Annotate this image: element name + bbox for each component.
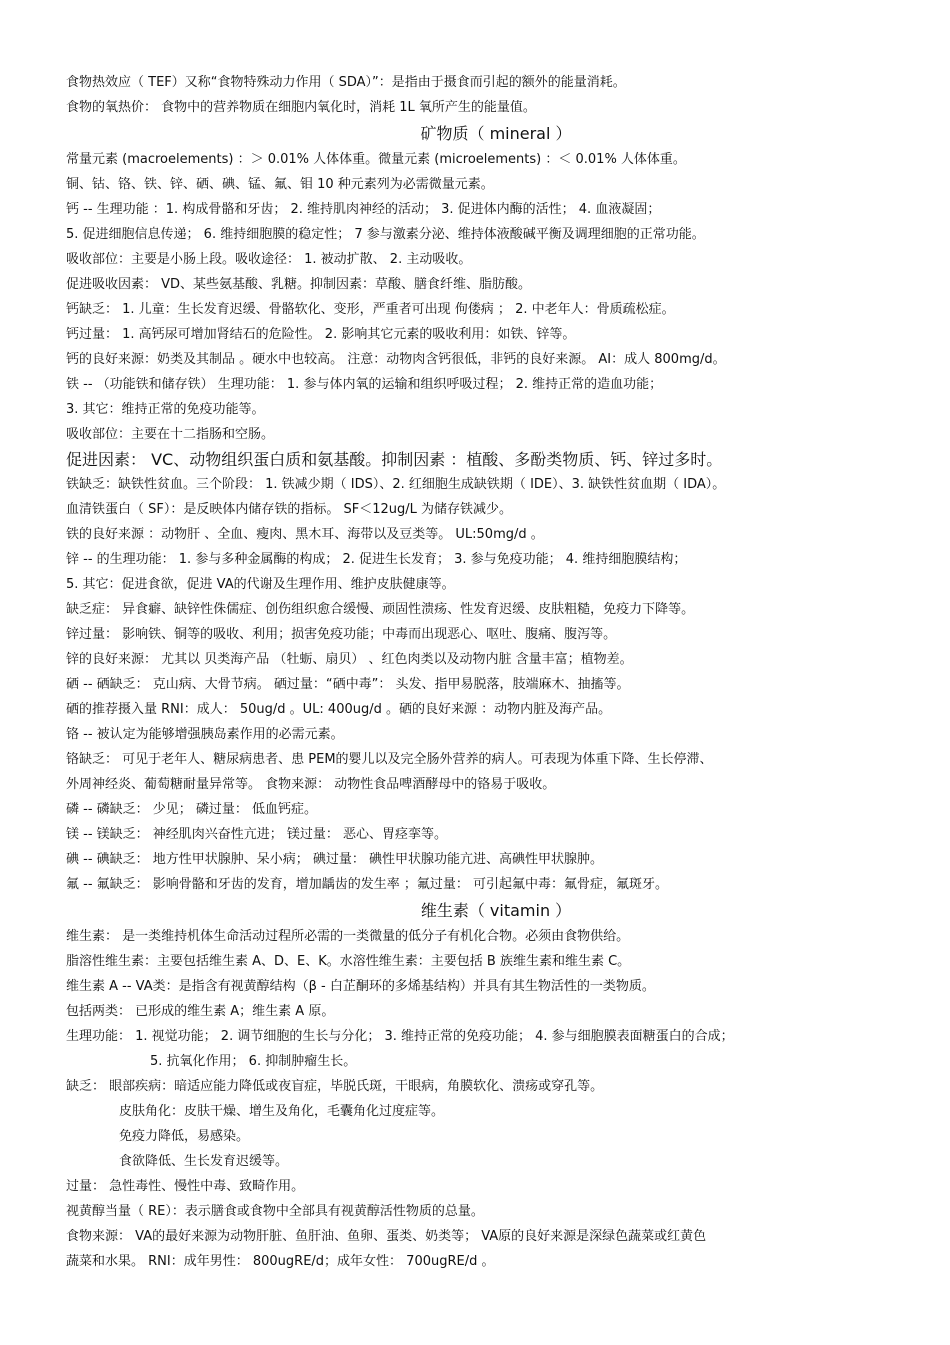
text-line: 食物来源： VA的最好来源为动物肝脏、鱼肝油、鱼卵、蛋类、奶类等； VA原的良好来源是深绿色蔬菜或红黄色 [66,1229,707,1244]
text-line: 过量： 急性毒性、慢性中毒、致畸作用。 [66,1179,305,1194]
text-line: 脂溶性维生素：主要包括维生素 A、D、E、K。水溶性维生素：主要包括 B 族维生素和维生素 C。 [66,954,631,969]
text-line: 钙过量： 1. 高钙尿可增加肾结石的危险性。 2. 影响其它元素的吸收利用：如铁、锌等。 [66,327,576,342]
text-line: 常量元素 (macroelements) ：＞ 0.01% 人体体重。微量元素 (microelements) ：＜ 0.01% 人体体重。 [66,152,686,167]
text-line: 钙缺乏： 1. 儿童：生长发育迟缓、骨骼软化、变形，严重者可出现 佝偻病 ； 2. 中老年人：骨质疏松症。 [66,302,675,317]
text-line: 食物的氧热价： 食物中的营养物质在细胞内氧化时，消耗 1L 氧所产生的能量值。 [66,100,536,115]
text-line: 铬 -- 被认定为能够增强胰岛素作用的必需元素。 [66,727,344,742]
text-line: 铜、钴、铬、铁、锌、硒、碘、锰、氟、钼 10 种元素列为必需微量元素。 [66,177,494,192]
text-line: 锌 -- 的生理功能： 1. 参与多种金属酶的构成； 2. 促进生长发育； 3. 参与免疫功能； 4. 维持细胞膜结构； [66,552,687,567]
text-line: 缺乏： 眼部疾病：暗适应能力降低或夜盲症，毕脱氏斑，干眼病，角膜软化、溃疡或穿孔等。 [66,1079,604,1094]
text-line: 外周神经炎、葡萄糖耐量异常等。 食物来源： 动物性食品啤酒酵母中的铬易于吸收。 [66,777,556,792]
text-line: 促进吸收因素： VD、某些氨基酸、乳糖。抑制因素：草酸、膳食纤维、脂肪酸。 [66,277,532,292]
text-line: 铬缺乏： 可见于老年人、糖尿病患者、患 PEM的婴儿以及完全肠外营养的病人。可表现为体重下降、生长停滞、 [66,752,713,767]
text-line: 钙的良好来源：奶类及其制品 。硬水中也较高。 注意：动物肉含钙很低，非钙的良好来源。 AI：成人 800mg/d。 [66,352,726,367]
document-page [66,70,926,1274]
text-line: 铁的良好来源 ：动物肝 、全血、瘦肉、黑木耳、海带以及豆类等。 UL:50mg/d 。 [66,527,544,542]
text-line: 铁 -- （功能铁和储存铁） 生理功能： 1. 参与体内氧的运输和组织呼吸过程； 2. 维持正常的造血功能； [66,377,663,392]
text-line: 吸收部位：主要是小肠上段。吸收途径： 1. 被动扩散、 2. 主动吸收。 [66,252,472,267]
text-line: 皮肤角化：皮肤干燥、增生及角化，毛囊角化过度症等。 [119,1104,445,1119]
text-line: 食欲降低、生长发育迟缓等。 [119,1154,289,1169]
text-line: 氟 -- 氟缺乏： 影响骨骼和牙齿的发育，增加龋齿的发生率 ；氟过量： 可引起氟中毒：氟骨症，氟斑牙。 [66,877,669,892]
text-line: 5. 其它：促进食欲，促进 VA的代谢及生理作用、维护皮肤健康等。 [66,577,455,592]
section-heading-vitamins: 维生素（ vitamin ） [420,901,572,920]
text-line: 锌过量： 影响铁、铜等的吸收、利用；损害免疫功能；中毒而出现恶心、呕吐、腹痛、腹泻等。 [66,627,617,642]
text-line: 硒 -- 硒缺乏： 克山病、大骨节病。 硒过量：“硒中毒”： 头发、指甲易脱落，肢端麻木、抽搐等。 [66,677,630,692]
text-line: 钙 -- 生理功能 ：1. 构成骨骼和牙齿； 2. 维持肌肉神经的活动； 3. 促进体内酶的活性； 4. 血液凝固； [66,202,661,217]
text-line: 维生素： 是一类维持机体生命活动过程所必需的一类微量的低分子有机化合物。必须由食物供给。 [66,929,630,944]
text-line: 血清铁蛋白（ SF）：是反映体内储存铁的指标。 SF＜12ug/L 为储存铁减少。 [66,502,513,517]
text-line: 免疫力降低，易感染。 [119,1129,250,1144]
text-line: 硒的推荐摄入量 RNI：成人： 50ug/d 。UL: 400ug/d 。硒的良好来源 ：动物内脏及海产品。 [66,702,612,717]
text-line: 包括两类： 已形成的维生素 A；维生素 A 原。 [66,1004,335,1019]
text-line: 吸收部位：主要在十二指肠和空肠。 [66,427,275,442]
text-line: 碘 -- 碘缺乏： 地方性甲状腺肿、呆小病； 碘过量： 碘性甲状腺功能亢进、高碘性甲状腺肿。 [66,852,604,867]
text-line: 3. 其它：维持正常的免疫功能等。 [66,402,265,417]
text-line: 维生素 A -- VA类：是指含有视黄醇结构（β - 白芷酮环的多烯基结构）并具有其生物活性的一类物质。 [66,979,655,994]
text-line: 镁 -- 镁缺乏： 神经肌肉兴奋性亢进； 镁过量： 恶心、胃痉挛等。 [66,827,448,842]
text-line: 生理功能： 1. 视觉功能； 2. 调节细胞的生长与分化； 3. 维持正常的免疫功能； 4. 参与细胞膜表面糖蛋白的合成； [66,1029,734,1044]
text-line: 锌的良好来源： 尤其以 贝类海产品 （牡蛎、扇贝） 、红色肉类以及动物内脏 含量丰富；植物差。 [66,652,633,667]
text-line: 食物热效应（ TEF）又称“食物特殊动力作用（ SDA）”：是指由于摄食而引起的额外的能量消耗。 [66,75,626,90]
text-line: 视黄醇当量（ RE）：表示膳食或食物中全部具有视黄醇活性物质的总量。 [66,1204,484,1219]
text-line: 铁缺乏：缺铁性贫血。三个阶段： 1. 铁减少期（ IDS）、2. 红细胞生成缺铁期（ IDE）、3. 缺铁性贫血期（ IDA）。 [66,477,726,492]
text-line: 5. 抗氧化作用； 6. 抑制肿瘤生长。 [150,1054,357,1069]
text-line: 磷 -- 磷缺乏： 少见； 磷过量： 低血钙症。 [66,802,318,817]
text-line: 蔬菜和水果。 RNI：成年男性： 800ugRE/d；成年女性： 700ugRE/d 。 [66,1254,495,1269]
section-heading-minerals: 矿物质（ mineral ） [420,124,572,143]
text-line: 缺乏症： 异食癖、缺锌性侏儒症、创伤组织愈合缓慢、顽固性溃疡、性发育迟缓、皮肤粗糙，免疫力下降等。 [66,602,695,617]
text-line: 促进因素： VC、动物组织蛋白质和氨基酸。抑制因素 ：植酸、多酚类物质、钙、锌过多时。 [66,450,723,469]
text-line: 5. 促进细胞信息传递； 6. 维持细胞膜的稳定性； 7 参与激素分泌、维持体液酸碱平衡及调理细胞的正常功能。 [66,227,705,242]
